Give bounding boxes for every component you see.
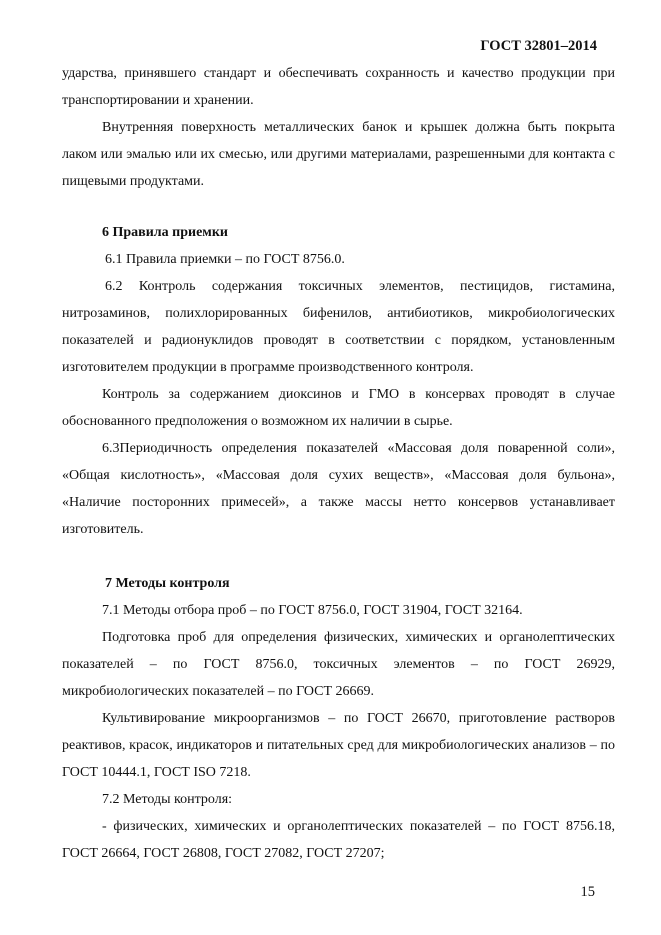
paragraph-6-2: 6.2 Контроль содержания токсичных элементов, пестицидов, гистамина, нитрозаминов, полихлорированных бифенилов, антибиотиков, микробиологических показателей и радионуклидов проводят в соответствии с порядком, установленным изготовителем продукции в программе производственного контроля.	[62, 279, 615, 375]
page-number: 15	[580, 884, 595, 900]
document-header: ГОСТ 32801–2014	[480, 38, 597, 54]
spacer	[62, 543, 615, 570]
section-7-heading: 7 Методы контроля	[105, 576, 230, 591]
document-body	[62, 60, 615, 867]
paragraph-6-1: 6.1 Правила приемки – по ГОСТ 8756.0.	[105, 252, 345, 267]
paragraph-7-2-list-item: - физических, химических и органолептических показателей – по ГОСТ 8756.18, ГОСТ 26664, ГОСТ 26808, ГОСТ 27082, ГОСТ 27207;	[62, 819, 615, 861]
paragraph-7-2: 7.2 Методы контроля:	[102, 792, 233, 807]
section-6-heading: 6 Правила приемки	[102, 225, 228, 240]
paragraph-7-1-preparation: Подготовка проб для определения физических, химических и органолептических показателей – по ГОСТ 8756.0, токсичных элементов – по ГОСТ 26929, микробиологических показателей – по ГОСТ 26669.	[62, 630, 615, 699]
paragraph-6-3: 6.3Периодичность определения показателей «Массовая доля поваренной соли», «Общая кислотность», «Массовая доля сухих веществ», «Массовая доля бульона», «Наличие посторонних примесей», а также массы нетто консервов устанавливает изготовитель.	[62, 441, 615, 537]
paragraph-7-1: 7.1 Методы отбора проб – по ГОСТ 8756.0, ГОСТ 31904, ГОСТ 32164.	[102, 603, 523, 618]
paragraph-6-2-dioxins: Контроль за содержанием диоксинов и ГМО в консервах проводят в случае обоснованного предположения о возможном их наличии в сырье.	[62, 387, 615, 429]
paragraph-inner-surface: Внутренняя поверхность металлических банок и крышек должна быть покрыта лаком или эмалью или их смесью, или другими материалами, разрешенными для контакта с пищевыми продуктами.	[62, 120, 615, 189]
paragraph-7-1-cultivation: Культивирование микроорганизмов – по ГОСТ 26670, приготовление растворов реактивов, красок, индикаторов и питательных сред для микробиологических анализов – по ГОСТ 10444.1, ГОСТ ISO 7218.	[62, 711, 615, 780]
spacer	[62, 195, 615, 219]
paragraph-continuation: ударства, принявшего стандарт и обеспечивать сохранность и качество продукции при транспортировании и хранении.	[62, 66, 615, 108]
